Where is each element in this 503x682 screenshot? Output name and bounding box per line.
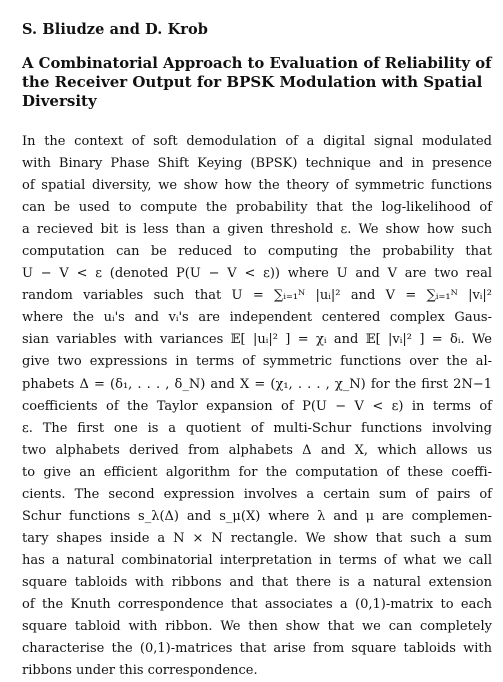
abstract-line: has a natural combinatorial interpretation in terms of what we call (22, 552, 492, 568)
abstract-line: a recieved bit is less than a given threshold ε. We show how such (22, 222, 492, 238)
authors: S. Bliudze and D. Krob (22, 21, 209, 38)
abstract-line: coefficients of the Taylor expansion of P(U − V < ε) in terms of (22, 398, 492, 414)
title-line: Diversity (22, 92, 97, 110)
abstract-line: with Binary Phase Shift Keying (BPSK) technique and in presence (22, 156, 492, 172)
abstract-line: In the context of soft demodulation of a digital signal modulated (22, 134, 492, 149)
title-line: the Receiver Output for BPSK Modulation with Spatial (22, 73, 483, 91)
abstract-line: Schur functions s_λ(Δ) and s_μ(X) where λ and μ are complemen- (22, 508, 492, 524)
abstract-line: can be used to compute the probability that the log-likelihood of (22, 200, 492, 216)
title-line: A Combinatorial Approach to Evaluation of Reliability of (22, 55, 492, 72)
abstract-line: characterise the (0,1)-matrices that arise from square tabloids with (22, 641, 492, 657)
abstract-line: of spatial diversity, we show how the theory of symmetric functions (22, 178, 492, 194)
abstract-line: ε. The first one is a quotient of multi-Schur functions involving (22, 420, 492, 436)
abstract-line: U − V < ε (denoted P(U − V < ε)) where U and V are two real (22, 266, 492, 282)
abstract-line: where the uᵢ's and vᵢ's are independent centered complex Gaus- (22, 310, 492, 326)
abstract-line: sian variables with variances 𝔼[ |uᵢ|² ] = χᵢ and 𝔼[ |vᵢ|² ] = δᵢ. We (22, 332, 492, 348)
abstract-line: square tabloids with ribbons and that there is a natural extension (22, 574, 492, 590)
abstract-line: to give an efficient algorithm for the computation of these coeffi- (22, 464, 492, 480)
abstract (22, 131, 492, 682)
abstract-line: tary shapes inside a N × N rectangle. We show that such a sum (22, 530, 492, 546)
abstract-line: ribbons under this correspondence. (22, 663, 258, 679)
abstract-line: computation can be reduced to computing the probability that (22, 244, 492, 260)
abstract-line: square tabloid with ribbon. We then show that we can completely (22, 619, 492, 635)
abstract-line: random variables such that U = ∑ᵢ₌₁ᴺ |uᵢ|² and V = ∑ᵢ₌₁ᴺ |vᵢ|² (22, 288, 492, 304)
abstract-line: of the Knuth correspondence that associates a (0,1)-matrix to each (22, 596, 492, 612)
abstract-line: give two expressions in terms of symmetric functions over the al- (22, 354, 492, 370)
paper-title (22, 54, 492, 111)
abstract-line: phabets Δ = (δ₁, . . . , δ_N) and X = (χ₁, . . . , χ_N) for the first 2N−1 (22, 376, 492, 392)
abstract-line: two alphabets derived from alphabets Δ and X, which allows us (22, 442, 492, 458)
abstract-line: cients. The second expression involves a certain sum of pairs of (22, 486, 492, 502)
